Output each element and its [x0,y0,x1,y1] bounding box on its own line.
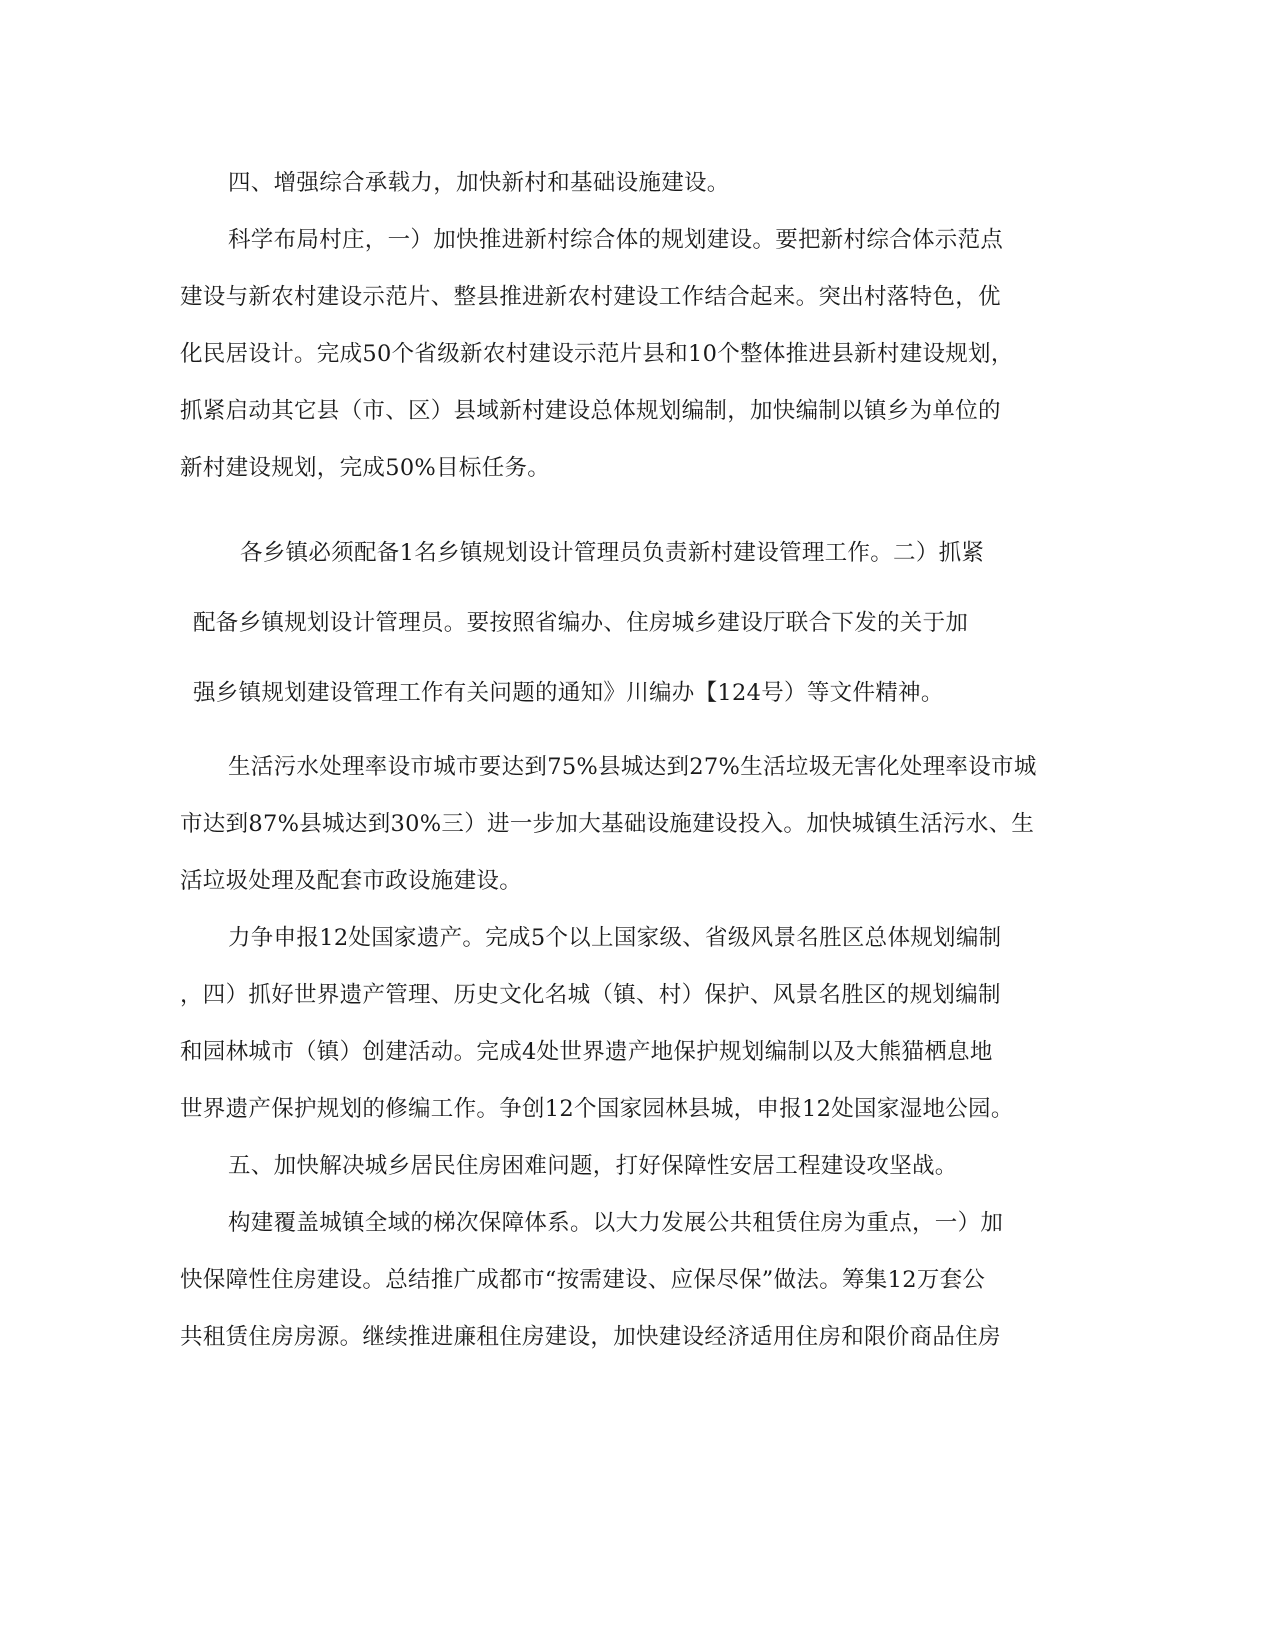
paragraph-line: 新村建设规划，完成50%目标任务。 [180,455,551,481]
paragraph-line: 配备乡镇规划设计管理员。要按照省编办、住房城乡建设厅联合下发的关于加 [193,610,969,636]
heading-section-5: 五、加快解决城乡居民住房困难问题，打好保障性安居工程建设攻坚战。 [228,1153,958,1179]
paragraph-line: 各乡镇必须配备1名乡镇规划设计管理员负责新村建设管理工作。二）抓紧 [240,540,985,566]
paragraph-line: 建设与新农村建设示范片、整县推进新农村建设工作结合起来。突出村落特色，优 [180,284,1001,310]
paragraph-line: 世界遗产保护规划的修编工作。争创12个国家园林县城，申报12处国家湿地公园。 [180,1096,1014,1122]
paragraph-line: 抓紧启动其它县（市、区）县域新村建设总体规划编制，加快编制以镇乡为单位的 [180,398,1001,424]
paragraph-line: 快保障性住房建设。总结推广成都市“按需建设、应保尽保”做法。筹集12万套公 [180,1267,986,1293]
paragraph-line: 化民居设计。完成50个省级新农村建设示范片县和10个整体推进县新村建设规划， [180,341,1014,367]
paragraph-line: 市达到87%县城达到30%三）进一步加大基础设施建设投入。加快城镇生活污水、生 [180,811,1035,837]
paragraph-line: 活垃圾处理及配套市政设施建设。 [180,868,523,894]
paragraph-line: 生活污水处理率设市城市要达到75%县城达到27%生活垃圾无害化处理率设市城 [228,754,1037,780]
paragraph-line: 力争申报12处国家遗产。完成5个以上国家级、省级风景名胜区总体规划编制 [228,925,1002,951]
paragraph-line: 强乡镇规划建设管理工作有关问题的通知》川编办【124号）等文件精神。 [193,680,944,706]
paragraph-line: 科学布局村庄，一）加快推进新村综合体的规划建设。要把新村综合体示范点 [228,227,1004,253]
heading-section-4: 四、增强综合承载力，加快新村和基础设施建设。 [228,170,730,196]
paragraph-line: 构建覆盖城镇全域的梯次保障体系。以大力发展公共租赁住房为重点，一）加 [228,1210,1004,1236]
paragraph-line: 和园林城市（镇）创建活动。完成4处世界遗产地保护规划编制以及大熊猫栖息地 [180,1039,993,1065]
paragraph-line: 共租赁住房房源。继续推进廉租住房建设，加快建设经济适用住房和限价商品住房 [180,1324,1001,1350]
paragraph-line: ，四）抓好世界遗产管理、历史文化名城（镇、村）保护、风景名胜区的规划编制 [180,982,1001,1008]
